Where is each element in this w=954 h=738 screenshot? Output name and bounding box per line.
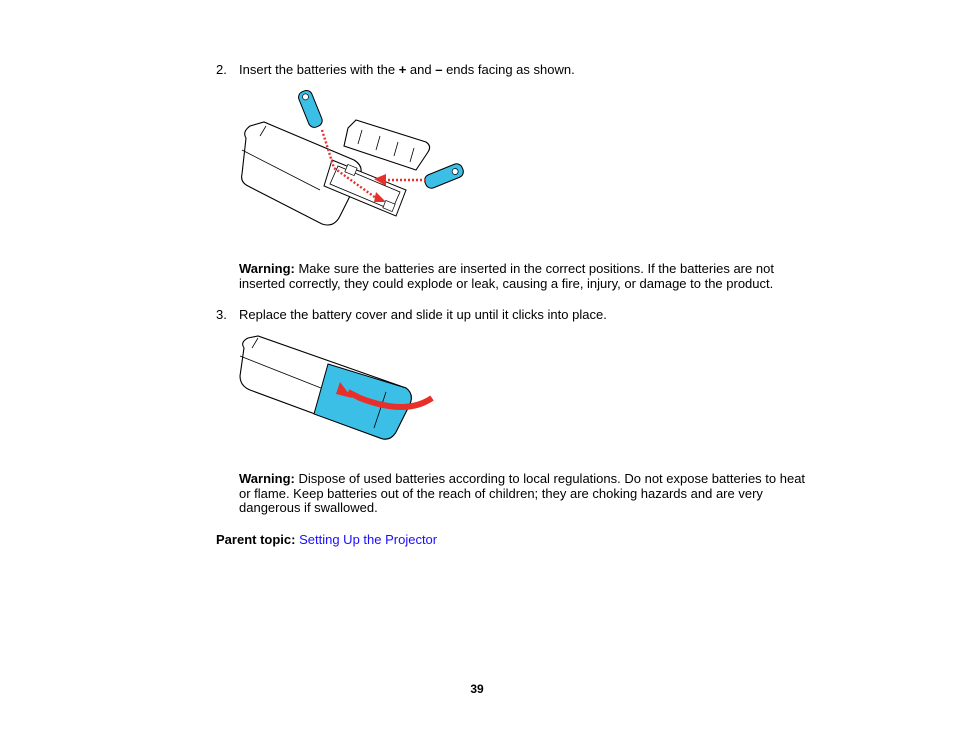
step-2-instruction bbox=[239, 63, 575, 78]
warning-2-line-3: dangerous if swallowed. bbox=[239, 500, 378, 515]
parent-topic-link[interactable]: Setting Up the Projector bbox=[299, 532, 438, 547]
step-number-2: 2. bbox=[216, 62, 227, 77]
warning-2-line-2: or flame. Keep batteries out of the reach of children; they are choking hazards and are very bbox=[239, 485, 763, 501]
parent-topic-label: Parent topic: bbox=[216, 532, 296, 547]
warning-1 bbox=[239, 262, 819, 291]
step-2-text-middle: and bbox=[406, 62, 436, 77]
warning-2-label: Warning: bbox=[239, 471, 295, 486]
warning-2-line-1 bbox=[239, 472, 819, 487]
warning-1-text-1: Make sure the batteries are inserted in the correct positions. If the batteries are not bbox=[294, 261, 774, 276]
page-number: 39 bbox=[470, 682, 484, 696]
warning-1-label: Warning: bbox=[239, 261, 295, 276]
step-number-3: 3. bbox=[216, 307, 227, 322]
warning-2 bbox=[239, 472, 819, 516]
step-3-instruction: Replace the battery cover and slide it up until it clicks into place. bbox=[239, 307, 607, 322]
battery-insertion-illustration bbox=[236, 86, 468, 232]
step-2-text-before: Insert the batteries with the bbox=[239, 62, 399, 77]
plus-symbol: + bbox=[398, 62, 407, 77]
parent-topic bbox=[216, 533, 437, 548]
warning-2-text-1: Dispose of used batteries according to local regulations. Do not expose batteries to heat bbox=[294, 471, 806, 486]
minus-symbol: – bbox=[435, 62, 443, 77]
step-2-text-after: ends facing as shown. bbox=[442, 62, 575, 77]
warning-1-line-2: inserted correctly, they could explode or leak, causing a fire, injury, or damage to the product. bbox=[239, 275, 774, 291]
cover-replacement-illustration bbox=[236, 332, 440, 444]
warning-1-line-1 bbox=[239, 262, 819, 277]
